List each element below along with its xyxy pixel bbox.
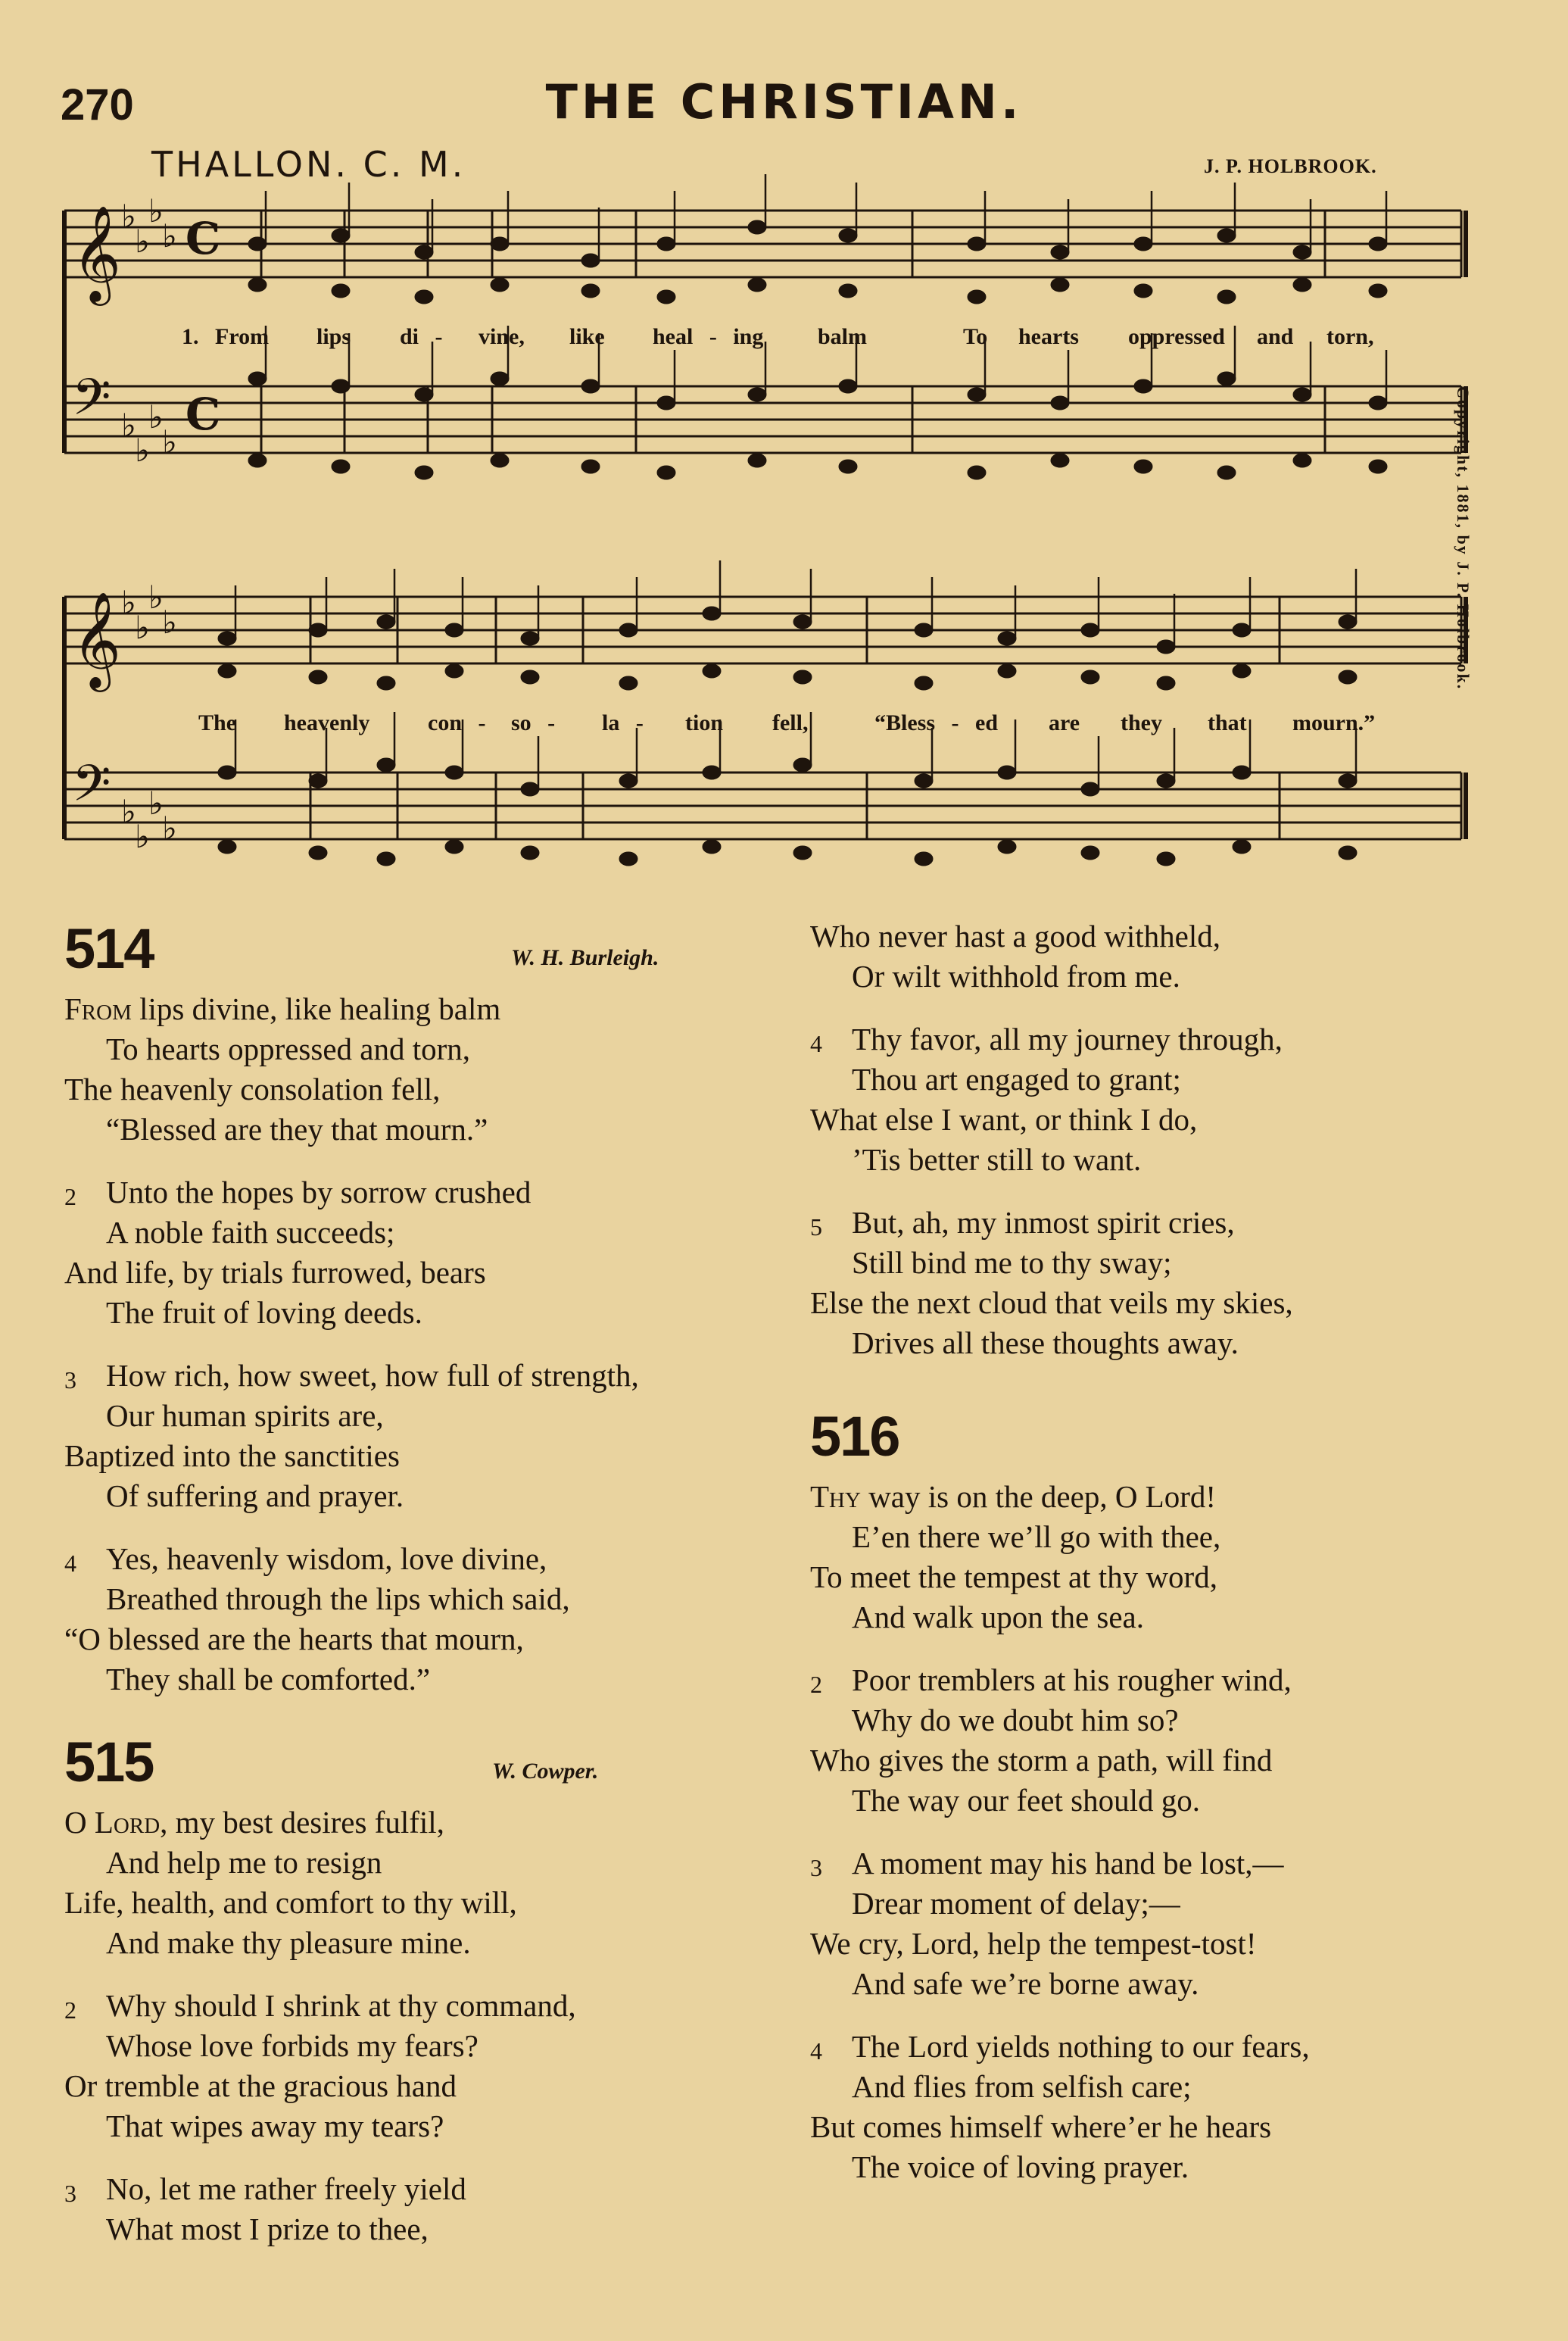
- stanza: [64, 2169, 761, 2249]
- stanza: [64, 1803, 761, 1963]
- flat-icon: ♭: [135, 223, 150, 260]
- notehead: [1339, 615, 1357, 629]
- stanza-number: 4: [64, 1550, 76, 1577]
- copyright-notice: Copyright, 1881, by J. P. Holbrook.: [1454, 386, 1473, 691]
- stanza: [810, 1477, 1492, 1637]
- flat-icon: ♭: [162, 217, 177, 254]
- lyric-syllable: vine,: [479, 324, 525, 349]
- notehead: [1339, 774, 1357, 788]
- stanza: [810, 1660, 1492, 1821]
- notehead: [1081, 846, 1099, 860]
- notehead: [1134, 237, 1152, 251]
- notehead: [1293, 245, 1311, 259]
- lyric-syllable: oppressed: [1128, 324, 1225, 349]
- stanza-line-text: Why should I shrink at thy command,: [106, 1988, 576, 2023]
- notehead: [581, 254, 600, 267]
- stanza-line: We cry, Lord, help the tempest-tost!: [810, 1926, 1257, 1961]
- tune-name: THALLON. C. M.: [151, 144, 466, 185]
- notehead: [415, 388, 433, 401]
- lyric-syllable: mourn.”: [1292, 710, 1376, 735]
- stanza: [64, 1172, 761, 1333]
- notehead: [377, 615, 395, 629]
- notehead: [703, 840, 721, 854]
- stanza-line: Life, health, and comfort to thy will,: [64, 1885, 517, 1920]
- stanza-line: [810, 2027, 1492, 2067]
- notehead: [619, 774, 637, 788]
- stanza-number: 4: [810, 2037, 822, 2065]
- notehead: [1369, 396, 1387, 410]
- stanza-line: And help me to resign: [106, 1845, 382, 1880]
- stanza-line-text: Unto the hopes by sorrow crushed: [106, 1175, 531, 1210]
- notehead: [1051, 245, 1069, 259]
- lyric-syllable: heal - ing: [653, 324, 764, 349]
- stanza-number: 2: [64, 1996, 76, 2024]
- lyric-syllable: “Bless - ed: [874, 710, 998, 735]
- stanza-number: 3: [810, 1854, 822, 1881]
- flat-icon: ♭: [162, 810, 177, 847]
- notehead: [748, 220, 766, 234]
- time-signature-icon: C: [185, 213, 221, 264]
- lyric-syllable: la -: [602, 710, 644, 735]
- stanza-line: ’Tis better still to want.: [852, 1142, 1142, 1177]
- bass-clef-icon: 𝄢: [72, 368, 111, 439]
- notehead: [581, 284, 600, 298]
- hymn-author: W. Cowper.: [492, 1759, 599, 1784]
- notehead: [521, 670, 539, 684]
- stanza: [810, 916, 1492, 997]
- stanza-line-text: No, let me rather freely yield: [106, 2171, 466, 2206]
- hymn-number: 515: [64, 1731, 154, 1793]
- notehead: [377, 852, 395, 866]
- notehead: [1369, 237, 1387, 251]
- stanza-line: Who gives the storm a path, will find: [810, 1743, 1273, 1778]
- stanza-line: And life, by trials furrowed, bears: [64, 1255, 486, 1290]
- stanza-line: “O blessed are the hearts that mourn,: [64, 1622, 524, 1656]
- notehead: [1233, 623, 1251, 637]
- stanza-line-text: Thy favor, all my journey through,: [852, 1022, 1283, 1057]
- stanza-line: And walk upon the sea.: [852, 1600, 1144, 1634]
- stanza-line: Still bind me to thy sway;: [852, 1245, 1172, 1280]
- notehead: [1081, 782, 1099, 796]
- notehead: [445, 664, 463, 678]
- notehead: [491, 278, 509, 292]
- stanza-line: A noble faith succeeds;: [106, 1215, 395, 1250]
- notehead: [915, 774, 933, 788]
- stanza-line-text: The Lord yields nothing to our fears,: [852, 2029, 1310, 2064]
- notehead: [1217, 372, 1236, 385]
- lyric-syllable: that: [1208, 710, 1247, 735]
- running-head: THE CHRISTIAN.: [545, 74, 1023, 130]
- notehead: [1081, 623, 1099, 637]
- flat-icon: ♭: [162, 423, 177, 460]
- lyric-syllable: and: [1257, 324, 1294, 349]
- stanza: [810, 1843, 1492, 2004]
- notehead: [332, 379, 350, 393]
- notehead: [968, 237, 986, 251]
- lyric-syllable: are: [1049, 710, 1080, 735]
- stanza-first-word: O Lord,: [64, 1805, 168, 1840]
- stanza: [810, 1019, 1492, 1180]
- stanza-line: And safe we’re borne away.: [852, 1966, 1199, 2001]
- stanza-line: Of suffering and prayer.: [106, 1478, 404, 1513]
- stanza-line: [810, 1203, 1492, 1243]
- notehead: [1339, 670, 1357, 684]
- notehead: [619, 623, 637, 637]
- notehead: [793, 670, 812, 684]
- stanza-line: Whose love forbids my fears?: [106, 2028, 479, 2063]
- notehead: [445, 766, 463, 779]
- stanza-line: Our human spirits are,: [106, 1398, 384, 1433]
- lyric-syllable: lips: [316, 324, 351, 349]
- stanza-line: The way our feet should go.: [852, 1783, 1200, 1818]
- notehead: [1157, 640, 1175, 654]
- hymn-author: W. H. Burleigh.: [511, 945, 659, 970]
- notehead: [1369, 460, 1387, 473]
- notehead: [998, 632, 1016, 645]
- stanza-line: “Blessed are they that mourn.”: [106, 1112, 488, 1147]
- notehead: [793, 758, 812, 772]
- stanza-line: Drives all these thoughts away.: [852, 1325, 1239, 1360]
- flat-icon: ♭: [135, 818, 150, 855]
- notehead: [521, 632, 539, 645]
- stanza-line-text: Poor tremblers at his rougher wind,: [852, 1662, 1292, 1697]
- stanza-number: 2: [64, 1183, 76, 1210]
- lyric-syllable: tion: [685, 710, 724, 735]
- notehead: [332, 284, 350, 298]
- notehead: [1293, 388, 1311, 401]
- treble-clef-icon: 𝄞: [72, 591, 122, 688]
- notehead: [748, 278, 766, 292]
- notehead: [1157, 676, 1175, 690]
- hymn-header: [810, 1404, 1492, 1477]
- notehead: [377, 676, 395, 690]
- notehead: [703, 607, 721, 620]
- stanza-line: Why do we doubt him so?: [852, 1703, 1179, 1737]
- hymn-516: [810, 1404, 1492, 2187]
- stanza-line: The heavenly consolation fell,: [64, 1072, 441, 1107]
- page-number: 270: [61, 80, 134, 130]
- stanza-line: The voice of loving prayer.: [852, 2149, 1189, 2184]
- stanza-line: But comes himself where’er he hears: [810, 2109, 1272, 2144]
- stanza-line-text: But, ah, my inmost spirit cries,: [852, 1205, 1235, 1240]
- stanza-line: Or wilt withhold from me.: [852, 959, 1180, 994]
- stanza-line: [64, 1539, 761, 1579]
- lyric-syllable: The: [198, 710, 237, 735]
- lyric-syllable: heavenly: [284, 710, 370, 735]
- notehead: [521, 846, 539, 860]
- hymn-514: [64, 916, 761, 1700]
- notehead: [332, 229, 350, 242]
- stanza: [64, 1539, 761, 1700]
- notehead: [793, 846, 812, 860]
- notehead: [1217, 229, 1236, 242]
- stanza-first-word: Thy: [810, 1479, 861, 1514]
- notehead: [1134, 460, 1152, 473]
- flat-icon: ♭: [148, 579, 164, 616]
- stanza-line: [810, 1477, 1492, 1517]
- notehead: [748, 454, 766, 467]
- stanza-line-text: my best desires fulfil,: [167, 1805, 444, 1840]
- notehead: [839, 460, 857, 473]
- notehead: [491, 237, 509, 251]
- notehead: [581, 379, 600, 393]
- stanza-number: 3: [64, 1366, 76, 1394]
- notehead: [839, 229, 857, 242]
- notehead: [377, 758, 395, 772]
- notehead: [1051, 278, 1069, 292]
- stanza-line: Breathed through the lips which said,: [106, 1581, 570, 1616]
- notehead: [218, 664, 236, 678]
- stanza-line: That wipes away my tears?: [106, 2108, 444, 2143]
- flat-icon: ♭: [148, 192, 164, 229]
- notehead: [657, 396, 675, 410]
- stanza-line: [64, 1986, 761, 2026]
- lyric-syllable: torn,: [1326, 324, 1374, 349]
- stanza: [810, 2027, 1492, 2187]
- stanza-line: The fruit of loving deeds.: [106, 1295, 422, 1330]
- stanza-number: 2: [810, 1671, 822, 1698]
- stanza-line: What most I prize to thee,: [106, 2211, 429, 2246]
- stanza-first-word: From: [64, 991, 132, 1026]
- stanza-number: 4: [810, 1030, 822, 1057]
- flat-icon: ♭: [135, 432, 150, 469]
- notehead: [1051, 454, 1069, 467]
- notehead: [703, 766, 721, 779]
- notehead: [1157, 774, 1175, 788]
- hymn-515: [64, 1730, 761, 2249]
- stanza-line: And flies from selfish care;: [852, 2069, 1192, 2104]
- notehead: [248, 278, 267, 292]
- hymn-515-continued: [810, 916, 1492, 997]
- treble-clef-icon: 𝄞: [72, 204, 122, 301]
- notehead: [218, 766, 236, 779]
- stanza-line: To meet the tempest at thy word,: [810, 1559, 1217, 1594]
- notehead: [619, 676, 637, 690]
- notehead: [1051, 396, 1069, 410]
- stanza-line: [64, 1172, 761, 1213]
- notehead: [309, 846, 327, 860]
- hymn-header: [64, 1730, 761, 1803]
- notehead: [1134, 284, 1152, 298]
- notehead: [1233, 840, 1251, 854]
- notehead: [415, 245, 433, 259]
- hymn-number: 516: [810, 1405, 899, 1468]
- notehead: [839, 284, 857, 298]
- stanza-line: And make thy pleasure mine.: [106, 1925, 471, 1960]
- notehead: [1134, 379, 1152, 393]
- flat-icon: ♭: [121, 584, 136, 621]
- notehead: [657, 290, 675, 304]
- notehead: [415, 290, 433, 304]
- stanza-line: Else the next cloud that veils my skies,: [810, 1285, 1293, 1320]
- notehead: [998, 664, 1016, 678]
- notehead: [309, 623, 327, 637]
- stanza-line: [64, 989, 761, 1029]
- time-signature-icon: C: [185, 389, 221, 440]
- stanza-line: [64, 2169, 761, 2209]
- notehead: [248, 372, 267, 385]
- flat-icon: ♭: [121, 407, 136, 444]
- notehead: [839, 379, 857, 393]
- notehead: [218, 840, 236, 854]
- hymn-column-left: [64, 916, 761, 2272]
- flat-icon: ♭: [121, 198, 136, 235]
- lyric-syllable: so -: [511, 710, 556, 735]
- notehead: [581, 460, 600, 473]
- stanza-number: 5: [810, 1213, 822, 1241]
- notehead: [218, 632, 236, 645]
- flat-icon: ♭: [135, 609, 150, 646]
- flat-icon: ♭: [162, 604, 177, 641]
- notehead: [445, 623, 463, 637]
- notehead: [619, 852, 637, 866]
- stanza-line: Drear moment of delay;—: [852, 1886, 1180, 1921]
- lyric-syllable: fell,: [772, 710, 809, 735]
- notehead: [793, 615, 812, 629]
- notehead: [1293, 278, 1311, 292]
- flat-icon: ♭: [121, 793, 136, 830]
- notehead: [248, 237, 267, 251]
- lyric-syllable: like: [569, 324, 605, 349]
- notehead: [521, 782, 539, 796]
- notehead: [309, 670, 327, 684]
- lyric-syllable: con -: [428, 710, 486, 735]
- notehead: [491, 454, 509, 467]
- notehead: [915, 676, 933, 690]
- bass-clef-icon: 𝄢: [72, 754, 111, 825]
- notehead: [1233, 664, 1251, 678]
- stanza-line: To hearts oppressed and torn,: [106, 1032, 471, 1066]
- stanza-line: [64, 1803, 761, 1843]
- lyric-syllable: To: [963, 324, 988, 349]
- notehead: [998, 840, 1016, 854]
- lyric-syllable: di -: [400, 324, 443, 349]
- stanza-line: Or tremble at the gracious hand: [64, 2068, 457, 2103]
- stanza-line-text: Yes, heavenly wisdom, love divine,: [106, 1541, 547, 1576]
- notehead: [998, 766, 1016, 779]
- notehead: [657, 466, 675, 479]
- notehead: [1233, 766, 1251, 779]
- notehead: [1369, 284, 1387, 298]
- notehead: [1293, 454, 1311, 467]
- stanza: [64, 1986, 761, 2146]
- stanza-line: [810, 1019, 1492, 1060]
- notehead: [1081, 670, 1099, 684]
- stanza-line: [810, 1843, 1492, 1884]
- flat-icon: ♭: [148, 785, 164, 822]
- lyric-syllable: they: [1121, 710, 1162, 735]
- stanza-line-text: lips divine, like healing balm: [131, 991, 501, 1026]
- notehead: [915, 623, 933, 637]
- notehead: [915, 852, 933, 866]
- notehead: [248, 454, 267, 467]
- notehead: [968, 388, 986, 401]
- stanza-line: E’en there we’ll go with thee,: [852, 1519, 1221, 1554]
- stanza-line-text: A moment may his hand be lost,—: [852, 1846, 1284, 1881]
- stanza-line: [810, 1660, 1492, 1700]
- stanza-line: Baptized into the sanctities: [64, 1438, 400, 1473]
- notehead: [491, 372, 509, 385]
- stanza: [64, 1356, 761, 1516]
- stanza-line: Who never hast a good withheld,: [810, 919, 1220, 954]
- music-score: [0, 0, 1568, 909]
- tune-composer: J. P. HOLBROOK.: [1204, 155, 1377, 177]
- hymn-column-right: [810, 916, 1492, 2210]
- notehead: [1217, 290, 1236, 304]
- notehead: [748, 388, 766, 401]
- notehead: [968, 466, 986, 479]
- stanza: [64, 989, 761, 1150]
- stanza-line-text: way is on the deep, O Lord!: [860, 1479, 1217, 1514]
- lyric-syllable: hearts: [1018, 324, 1079, 349]
- notehead: [657, 237, 675, 251]
- notehead: [445, 840, 463, 854]
- hymn-number: 514: [64, 917, 154, 980]
- notehead: [309, 774, 327, 788]
- notehead: [1157, 852, 1175, 866]
- stanza-line: What else I want, or think I do,: [810, 1102, 1198, 1137]
- notehead: [703, 664, 721, 678]
- lyric-syllable: 1. From: [182, 324, 270, 349]
- stanza-number: 3: [64, 2180, 76, 2207]
- stanza-line: They shall be comforted.”: [106, 1662, 431, 1696]
- stanza-line-text: How rich, how sweet, how full of strength,: [106, 1358, 639, 1393]
- notehead: [1339, 846, 1357, 860]
- stanza: [810, 1203, 1492, 1363]
- lyric-syllable: balm: [818, 324, 868, 349]
- flat-icon: ♭: [148, 398, 164, 435]
- notehead: [1217, 466, 1236, 479]
- notehead: [332, 460, 350, 473]
- stanza-line: [64, 1356, 761, 1396]
- stanza-line: Thou art engaged to grant;: [852, 1062, 1181, 1097]
- notehead: [415, 466, 433, 479]
- hymn-header: [64, 916, 761, 989]
- notehead: [968, 290, 986, 304]
